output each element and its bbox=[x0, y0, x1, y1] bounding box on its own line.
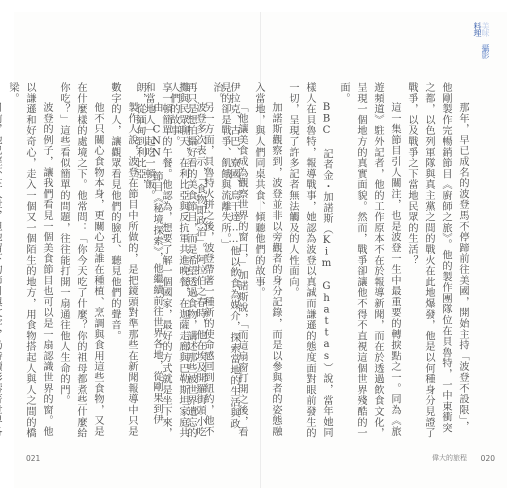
chapter-mark-line-1: 美味 bbox=[481, 22, 490, 36]
body-paragraph: BBC 記者金・加諾斯（Kim Ghattas）說，當年她同樣人在貝魯特，報導戰事，她認為波登以真誠而謙遜的態度面對眼前發生的一切，呈現了許多記者無法觸及的人性面向。 bbox=[287, 82, 332, 439]
body-paragraph: 波登多次表示，「食物即政治」。阿拉伯之春時，他在埃及開羅街頭小吃攤與民眾聊天，在利比亞與反抗軍共進晚餐，在迦薩走廊與巴勒斯坦家庭共享一頓簡單的午餐。他認為，想要了解一個國家，最好的方式就是坐下來，和當地人一起吃一頓飯。 bbox=[143, 82, 205, 439]
body-paragraph: 他不只關心食物本身，更關心是誰在種植、烹調與食用這些食物，又是在什麼樣的處境之下。他常問：「你今天吃了什麼？你的祖母都煮些什麼給你吃？」這些看似簡單的問題，往往能打開一扇通往他人生命的門。 bbox=[58, 82, 103, 439]
page-number-left: 021 bbox=[26, 454, 41, 463]
body-paragraph: 另一方面，貝魯特火拼之後，波登帶著一種新的使命感回到紐約，他不再只是想拍攝好看的美食節目，而是希望透過食物，講述那些被世界遺忘的人們的故事。 bbox=[168, 82, 213, 439]
chapter-mark-line-3: 料理 bbox=[473, 22, 482, 36]
page-number-right: 020 bbox=[480, 454, 495, 463]
body-paragraph: 「他讓美食成為觀察世界的窗口，」加諾斯說，「而這扇窗打開之後，看見的卻是戰爭、飢餓與流離失所。」 bbox=[219, 82, 247, 438]
body-paragraph: 由 CNN 節目《秘境探索》，他繼續前往世界各地，從剛果到伊朗，從緬甸到利比亞， bbox=[134, 82, 162, 426]
body-paragraph: 波登的例子，讓我們看見一個美食節目也可以是一扇認識世界的窗。他以謙遜和好奇心，走入一個又一個陌生的地方，用食物搭起人與人之間的橋梁。 bbox=[7, 82, 52, 439]
chapter-mark-line-2: 攝影 bbox=[481, 44, 490, 58]
chapter-mark bbox=[473, 22, 489, 66]
body-paragraph: 加諾斯觀察到，波登並非以旁觀者的身分記錄，而是以參與者的姿態融入當地，與人們同桌共食、傾聽他們的故事。 bbox=[253, 82, 281, 438]
body-paragraph: 伊拉克、古巴、寮國、烏干達……他以飲食為媒介，探索當地的生活與政治。 bbox=[211, 82, 239, 430]
body-paragraph: 那年，早已成名的波登馬不停蹄前往美國，開始主持「波登不設限」，他剛製作完暢銷節目《廚師之旅》。他的製作團隊位在貝魯特，一中東衝突之都，以色列軍隊與真主黨之間的戰火在此地爆發，他是以何種身分見證了戰爭，以及戰爭之下當地民眾的生活？ bbox=[406, 82, 468, 439]
running-head: 偉大的旅程 bbox=[432, 454, 467, 462]
body-paragraph: 這一集節目引人關注，也是波登一生中最重要的轉捩點之一。同為《旅遊頻道》駐外記者，他的工作原本不在於報導新聞，而在於透過飲食文化，呈現一個地方的真實面貌。然而，戰爭卻讓他不得不直視這個世界殘酷的一面。 bbox=[338, 82, 400, 439]
book-spread bbox=[7, 12, 506, 488]
body-paragraph: 製作人說，波登在節目中所做的，是把鏡頭對準那些在新聞報導中只是數字的人，讓觀眾看見他們的臉孔、聽見他們的聲音。 bbox=[109, 82, 137, 438]
body-paragraph bbox=[0, 82, 4, 442]
